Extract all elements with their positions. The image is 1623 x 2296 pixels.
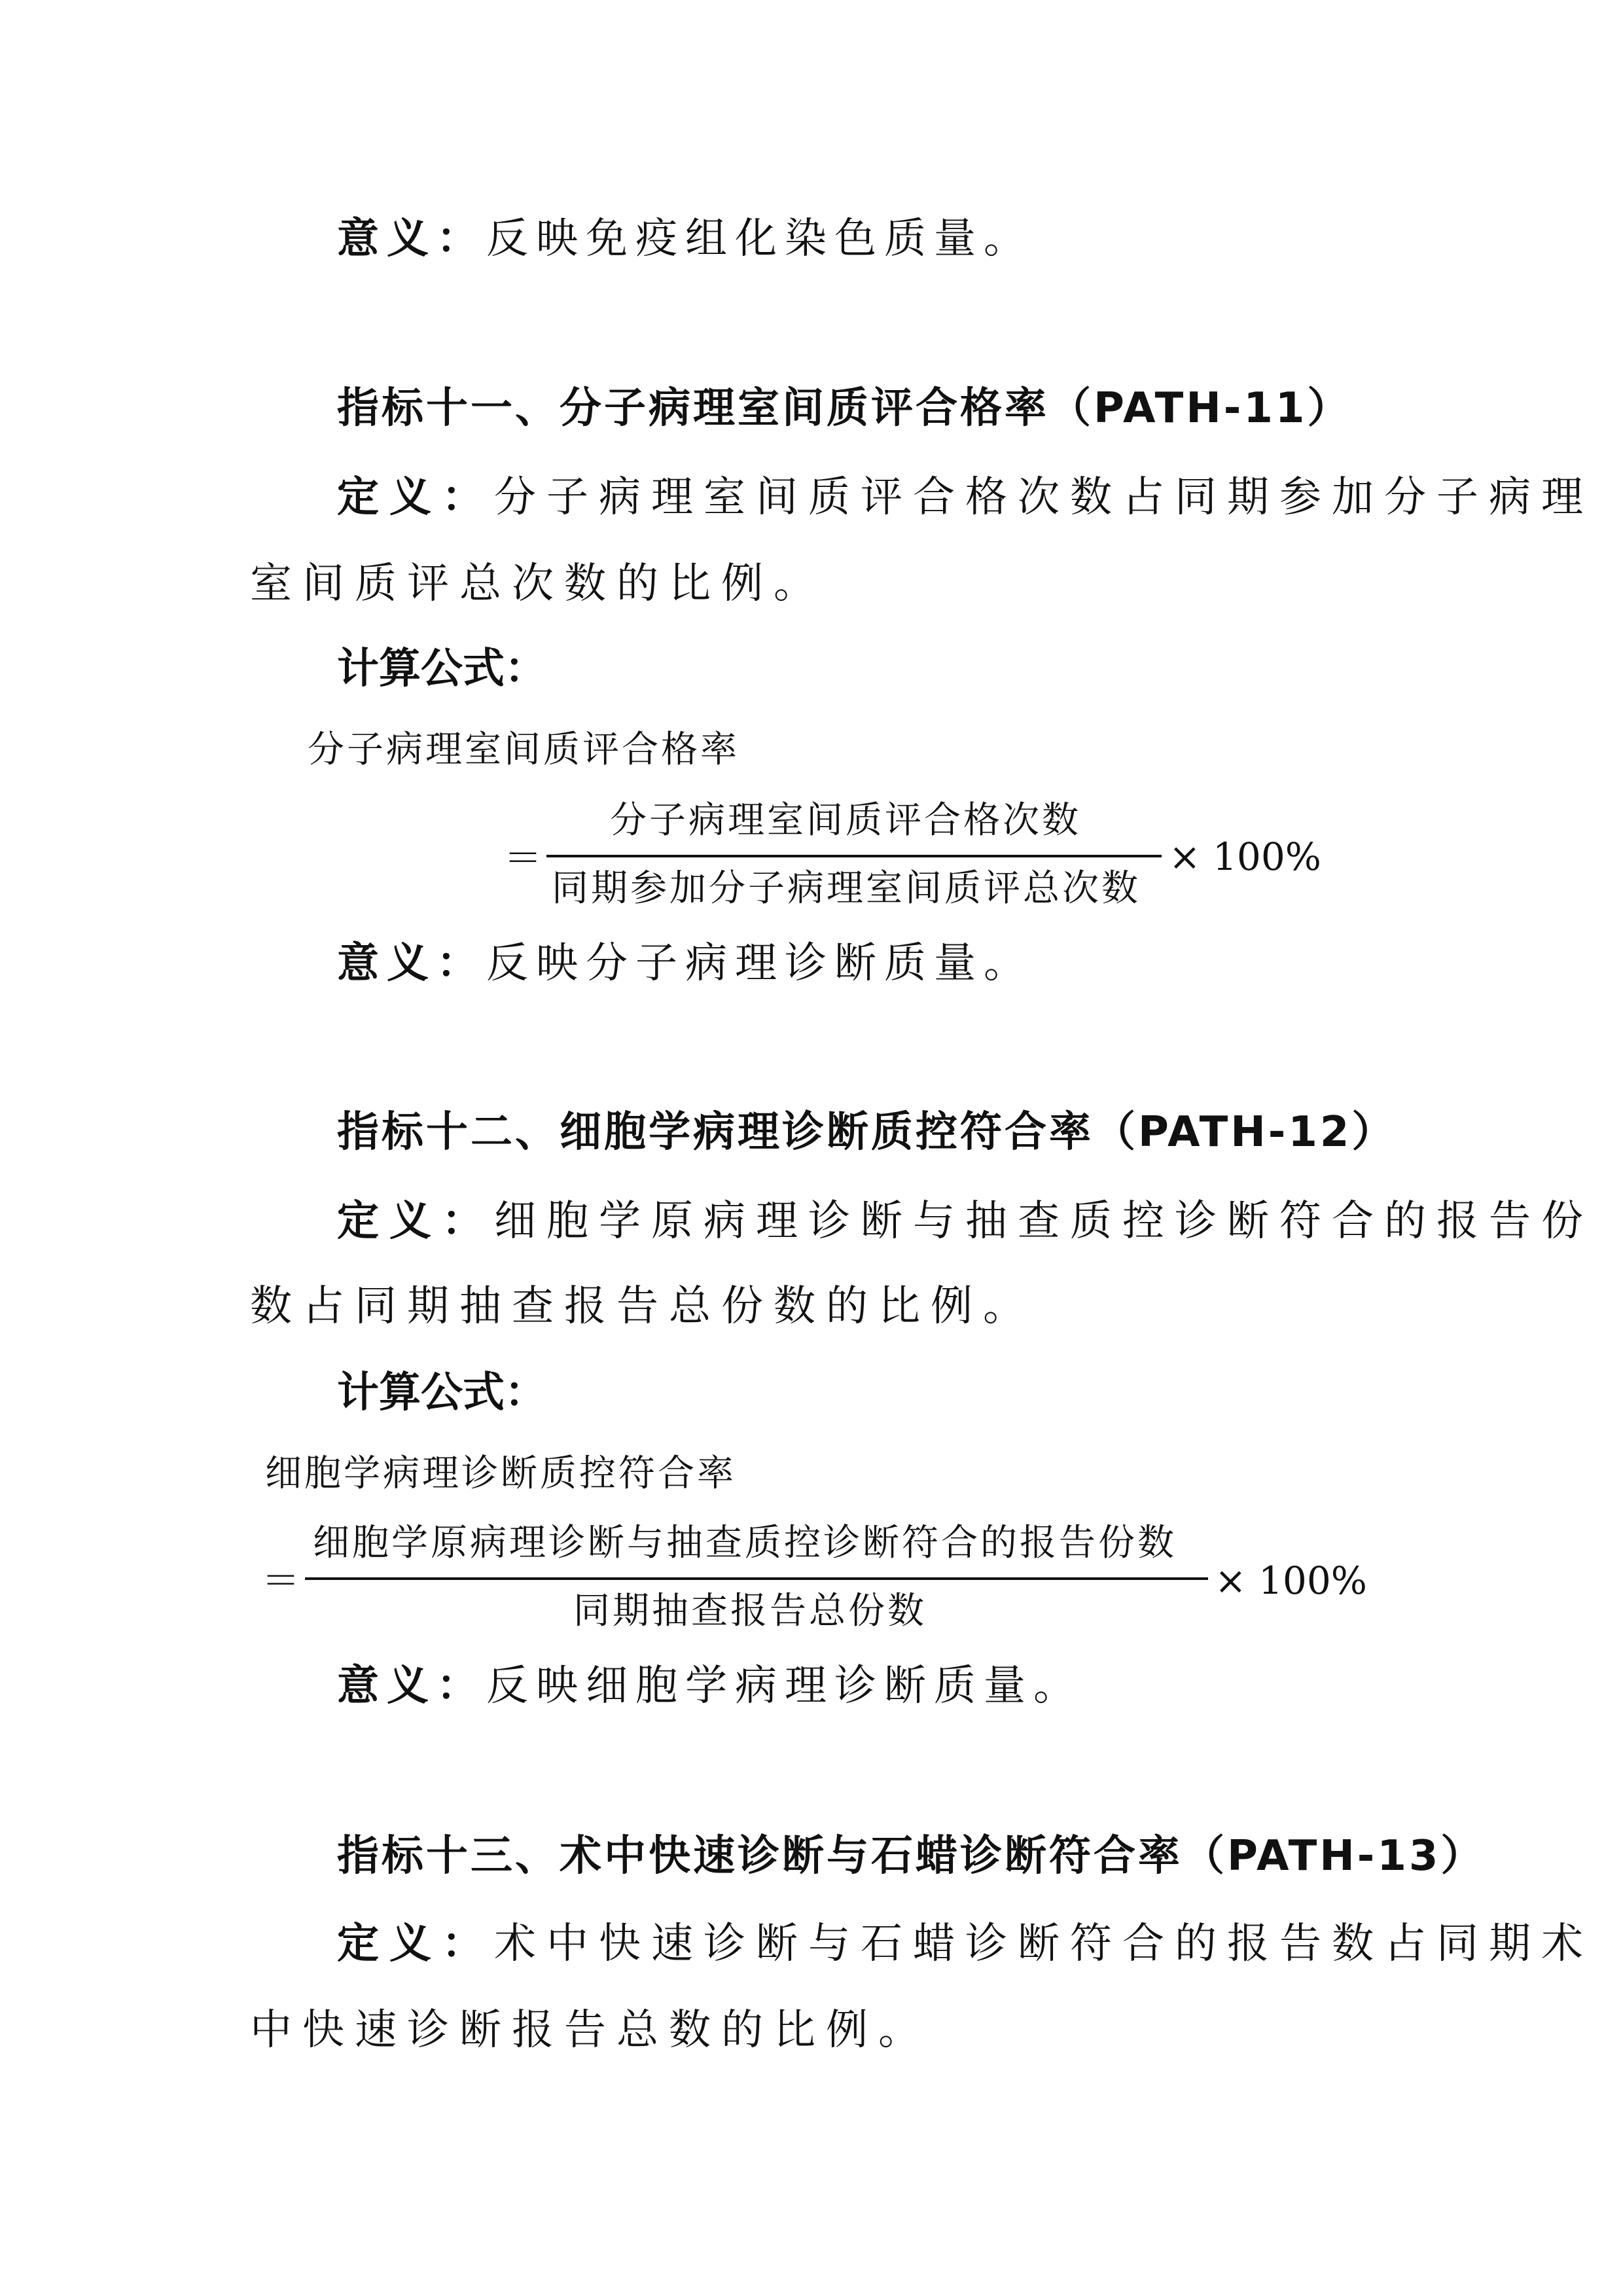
- definition-label: 定义：: [337, 1197, 494, 1246]
- meaning-text: 反映免疫组化染色质量。: [486, 215, 1033, 263]
- meaning-label: 意义：: [337, 1662, 486, 1710]
- formula-denominator: 同期参加分子病理室间质评总次数: [552, 867, 1141, 910]
- formula-lhs: 细胞学病理诊断质控符合率: [265, 1452, 736, 1495]
- formula-lhs: 分子病理室间质评合格率: [308, 728, 740, 771]
- definition-paragraph: [337, 473, 1594, 522]
- definition-continuation: 室间质评总次数的比例。: [250, 560, 826, 608]
- formula-numerator: 细胞学原病理诊断与抽查质控诊断符合的报告份数: [313, 1522, 1177, 1564]
- meaning-text: 反映分子病理诊断质量。: [486, 939, 1033, 988]
- formula-equals: ＝: [504, 836, 543, 880]
- meaning-label: 意义：: [337, 215, 486, 263]
- formula-equals: ＝: [262, 1558, 300, 1603]
- formula-label: 计算公式：: [337, 645, 546, 693]
- definition-text: 分子病理室间质评合格次数占同期参加分子病理: [494, 473, 1594, 522]
- meaning-paragraph: [337, 939, 1033, 988]
- definition-text: 细胞学原病理诊断与抽查质控诊断符合的报告份: [494, 1197, 1594, 1246]
- indicator-heading: 指标十一、分子病理室间质评合格率（PATH-11）: [337, 384, 1352, 433]
- indicator-heading: 指标十三、术中快速诊断与石蜡诊断符合率（PATH-13）: [337, 1832, 1486, 1880]
- definition-label: 定义：: [337, 1920, 494, 1968]
- formula-multiplier: × 100%: [1169, 834, 1321, 879]
- fraction-bar: [546, 855, 1162, 857]
- indicator-heading: 指标十二、细胞学病理诊断质控符合率（PATH-12）: [337, 1108, 1397, 1157]
- definition-paragraph: [337, 1197, 1594, 1246]
- definition-continuation: 中快速诊断报告总数的比例。: [250, 2006, 931, 2054]
- fraction-bar: [305, 1577, 1208, 1580]
- definition-label: 定义：: [337, 473, 494, 522]
- formula-denominator: 同期抽查报告总份数: [573, 1590, 927, 1632]
- meaning-paragraph: [337, 215, 1033, 263]
- meaning-text: 反映细胞学病理诊断质量。: [486, 1662, 1083, 1710]
- definition-text: 术中快速诊断与石蜡诊断符合的报告数占同期术: [494, 1920, 1594, 1968]
- definition-paragraph: [337, 1920, 1594, 1968]
- formula-label: 计算公式：: [337, 1369, 546, 1417]
- formula-multiplier: × 100%: [1215, 1558, 1367, 1603]
- meaning-label: 意义：: [337, 939, 486, 988]
- meaning-paragraph: [337, 1662, 1083, 1710]
- definition-continuation: 数占同期抽查报告总份数的比例。: [250, 1282, 1035, 1331]
- formula-numerator: 分子病理室间质评合格次数: [610, 799, 1081, 842]
